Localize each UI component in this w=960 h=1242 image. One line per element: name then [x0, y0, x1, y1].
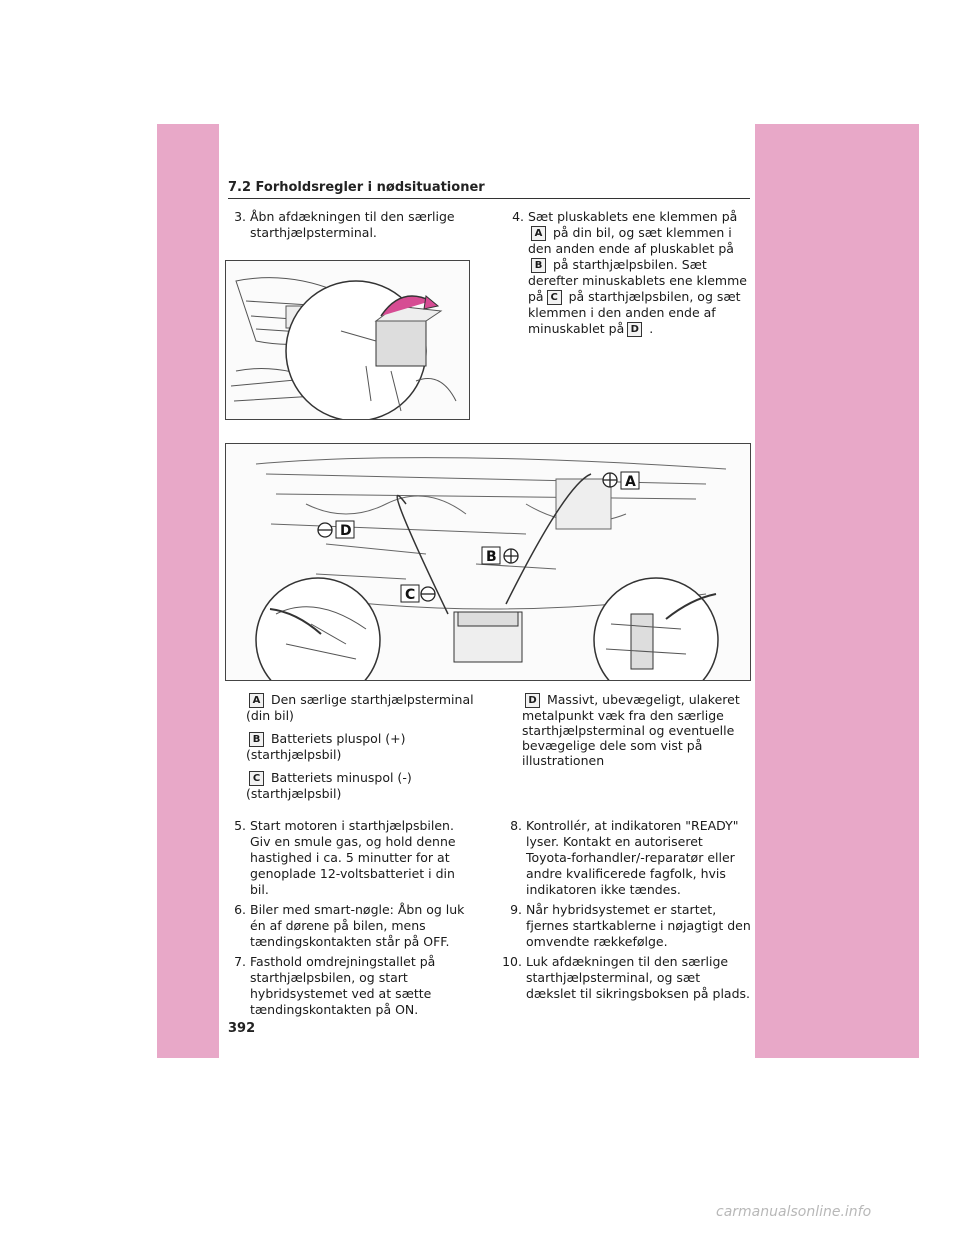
step-8: 8. Kontrollér, at indikatoren "READY" lyser. Kontakt en autoriseret Toyota-forhandler/-reparatør eller andre kvalificerede fagfolk, hvis indikatoren ikke tændes. [510, 818, 739, 897]
badge-d: D [627, 322, 642, 337]
header-rule [228, 198, 750, 199]
label-a: A [625, 474, 636, 490]
page-number: 392 [228, 1021, 256, 1036]
steps-left-column [226, 818, 466, 1022]
step-4 [504, 209, 754, 341]
badge-a: A [249, 693, 264, 708]
step-7: 7. Fasthold omdrejningstallet på starthjælpsbilen, og start hybridsystemet ved at sætte tændingskontakten på ON. [234, 954, 436, 1017]
badge-a: A [531, 226, 546, 241]
steps-right-column [496, 818, 752, 1006]
watermark: carmanualsonline.info [716, 1204, 872, 1220]
figure-jump-start-connections [225, 443, 751, 681]
step-5: 5. Start motoren i starthjælpsbilen. Giv en smule gas, og hold denne hastighed i ca. 5 minutter for at genoplade 12-voltsbatteriet i din bil. [234, 818, 456, 897]
label-d: D [340, 523, 352, 539]
label-b: B [486, 549, 497, 565]
legend-item: C Batteriets minuspol (-) (starthjælpsbil) [246, 770, 412, 801]
step-6: 6. Biler med smart-nøgle: Åbn og luk én af dørene på bilen, mens tændingskontakten står på OFF. [234, 902, 465, 949]
badge-c: C [249, 771, 264, 786]
badge-c: C [547, 290, 562, 305]
section-title: 7.2 Forholdsregler i nødsituationer [228, 180, 485, 195]
legend-item: A Den særlige starthjælpsterminal (din bil) [246, 692, 474, 723]
step-9: 9. Når hybridsystemet er startet, fjernes startkablerne i nøjagtigt den omvendte rækkefølge. [510, 902, 751, 949]
jump-start-illustration [226, 444, 750, 680]
legend-item: D Massivt, ubevægeligt, ulakeret metalpunkt væk fra den særlige starthjælpsterminal og eventuelle bevægelige dele som vist på illustrationen [522, 692, 740, 768]
engine-bay-illustration [226, 261, 469, 419]
badge-b: B [249, 732, 264, 747]
legend-left [246, 692, 474, 809]
badge-b: B [531, 258, 546, 273]
legend-item: B Batteriets pluspol (+) (starthjælpsbil) [246, 731, 406, 762]
step-text: Sæt pluskablets ene klemmen påA på din bil, og sæt klemmen i den anden ende af pluskablet påB på starthjælpsbilen. Sæt derefter minuskablets ene klemme på C på starthjælpsbilen, og sæt klemmen i den anden ende af minuskablet på D . [528, 209, 747, 336]
step-number: 3. [234, 209, 246, 224]
legend-right [522, 692, 750, 776]
label-c: C [405, 587, 416, 603]
badge-d: D [525, 693, 540, 708]
step-10: 10. Luk afdækningen til den særlige starthjælpsterminal, og sæt dækslet til sikringsboksen på plads. [502, 954, 750, 1001]
figure-terminal-cover [225, 260, 470, 420]
step-number: 4. [512, 209, 524, 224]
step-text: Åbn afdækningen til den særlige starthjælpsterminal. [250, 209, 455, 240]
step-3 [226, 209, 462, 245]
